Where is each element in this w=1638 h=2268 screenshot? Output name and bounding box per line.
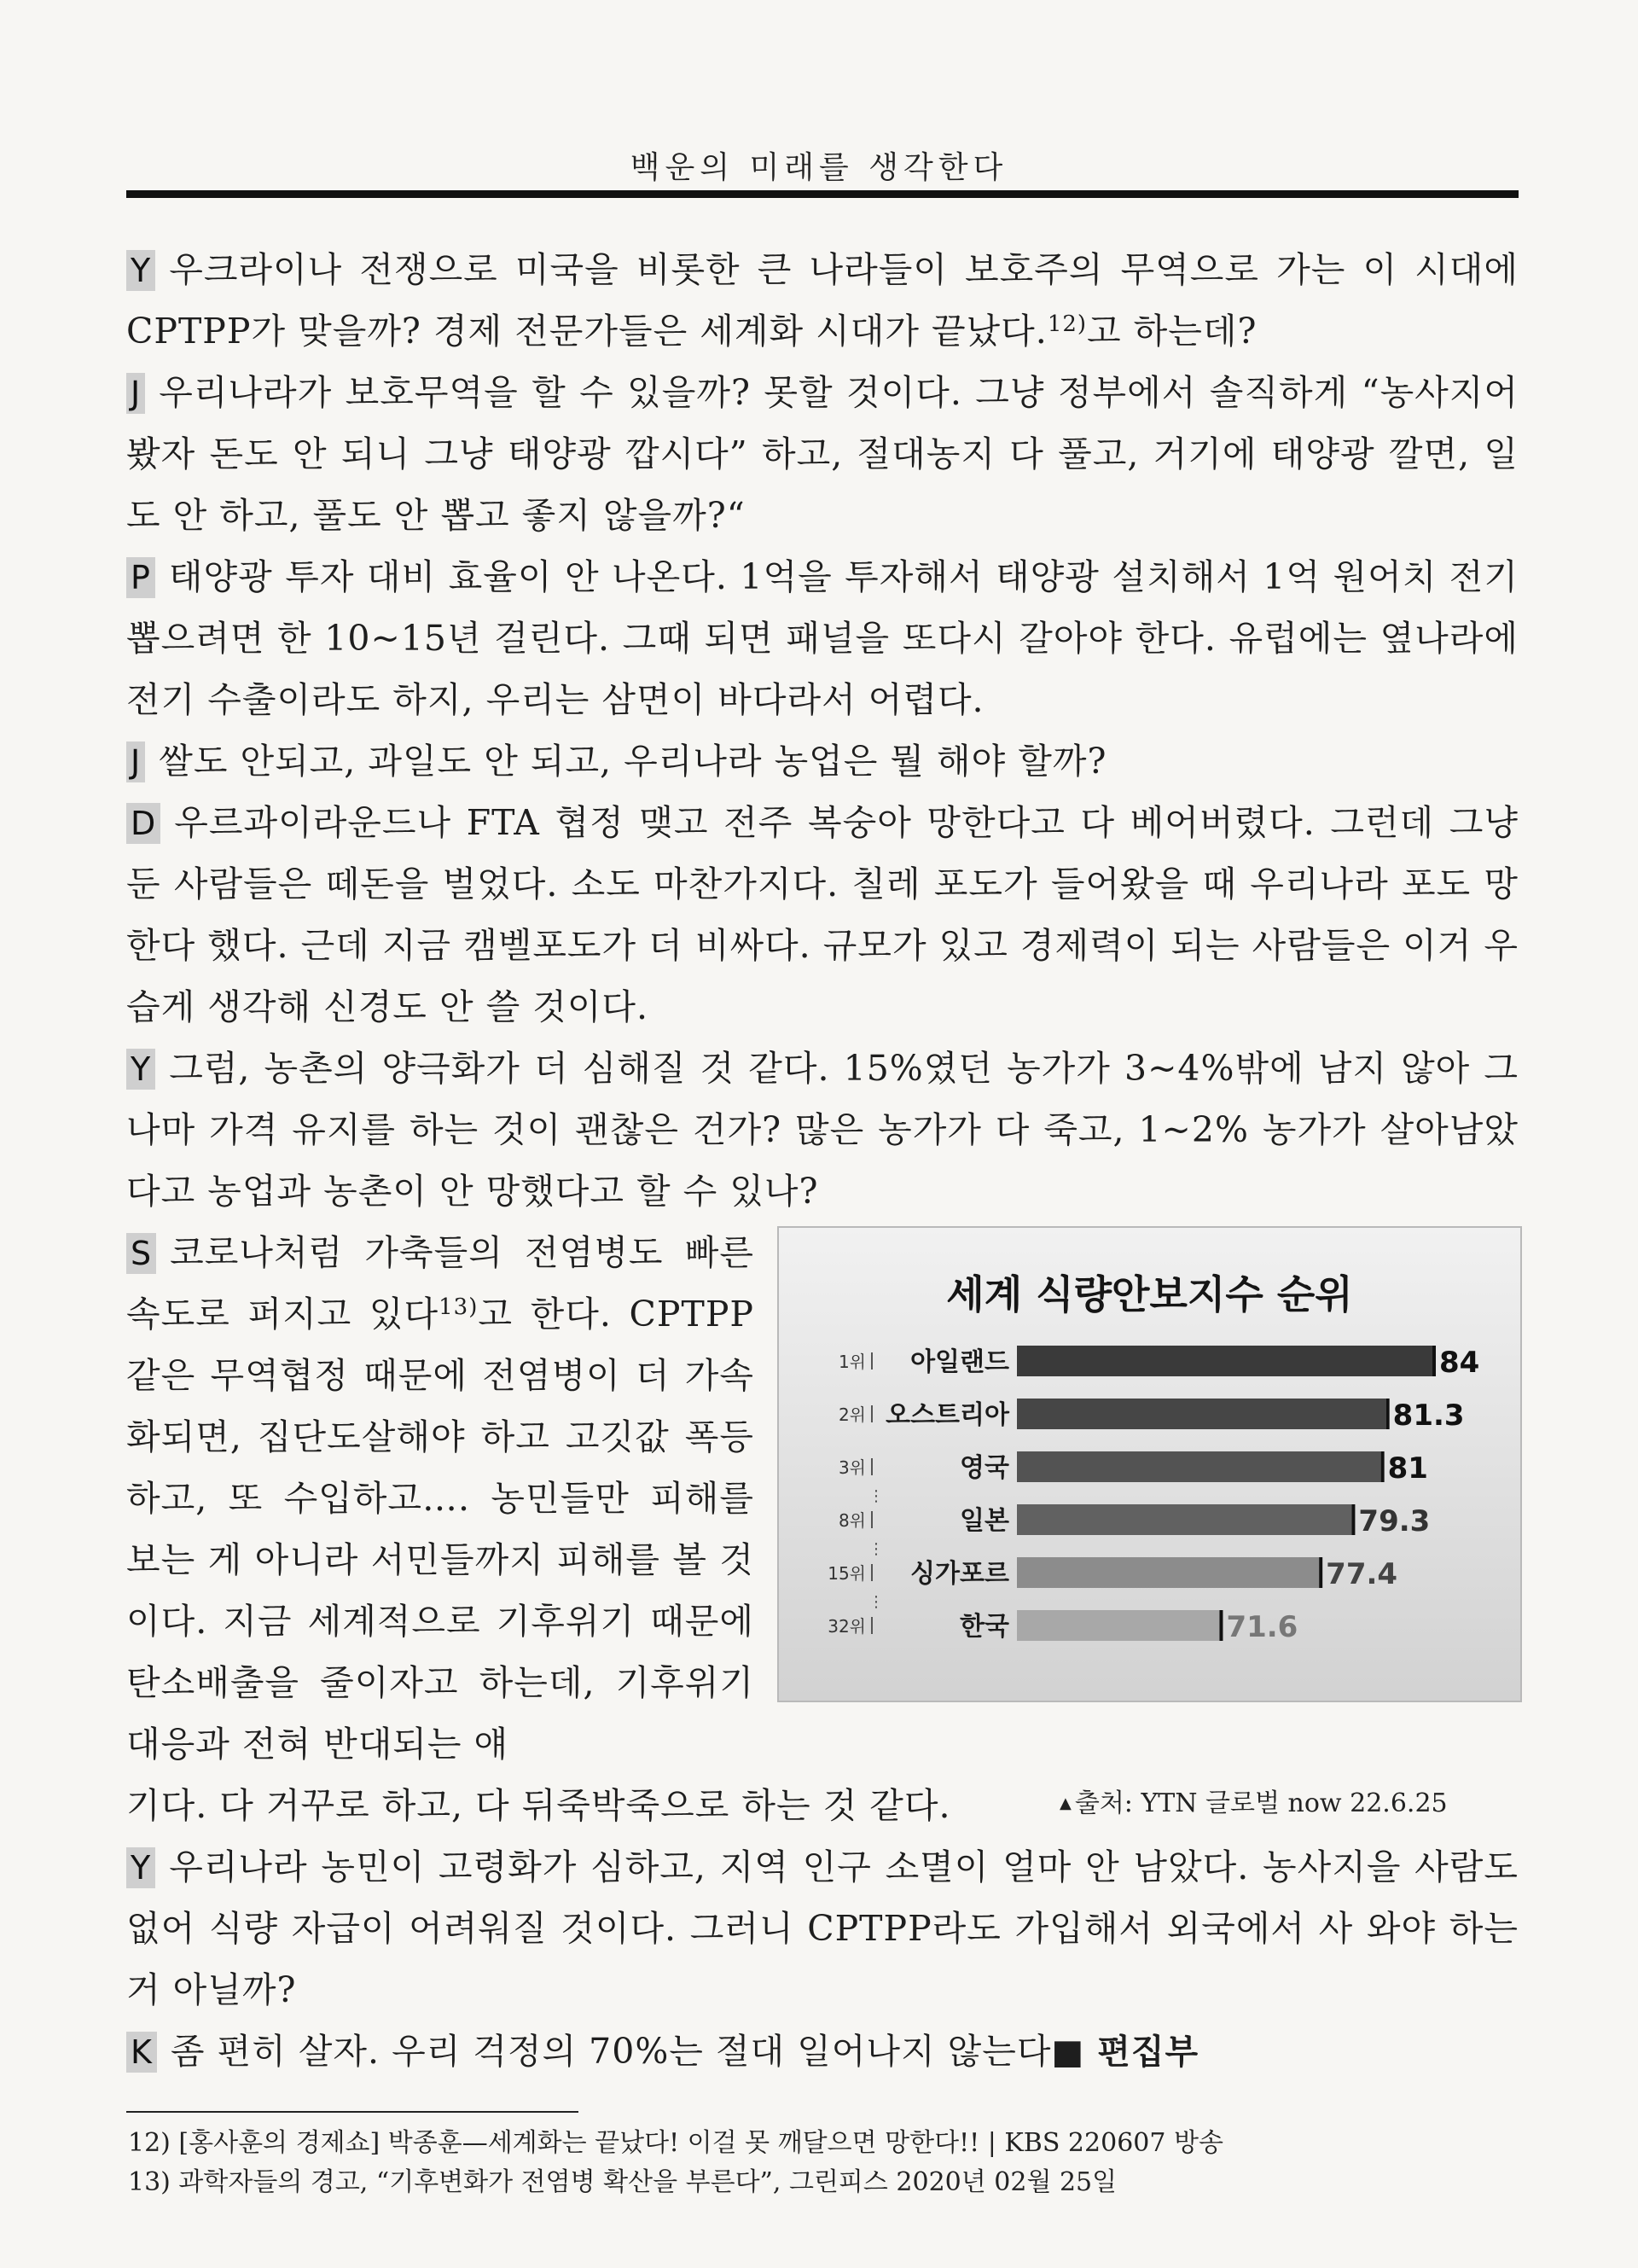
speaker-badge: J bbox=[126, 741, 145, 782]
rank-label: 8위 bbox=[838, 1510, 866, 1531]
speaker-badge: D bbox=[126, 803, 160, 844]
value-label: 84 bbox=[1439, 1346, 1480, 1380]
rank-separator bbox=[871, 1458, 873, 1475]
paragraph-j-1 bbox=[126, 362, 1519, 546]
gap-mark: ⋮ bbox=[868, 1593, 884, 1611]
speaker-badge: Y bbox=[126, 1049, 155, 1090]
bar bbox=[1017, 1346, 1432, 1376]
category-label: 오스트리아 bbox=[886, 1400, 1009, 1430]
footnote-ref-12[interactable]: 12) bbox=[1047, 311, 1088, 337]
category-label: 일본 bbox=[960, 1506, 1009, 1536]
speaker-badge: S bbox=[126, 1233, 156, 1274]
paragraph-y-2 bbox=[126, 1038, 1519, 1222]
bar-end-tick bbox=[1351, 1504, 1355, 1535]
bar bbox=[1017, 1610, 1219, 1641]
bar bbox=[1017, 1399, 1386, 1429]
paragraph-d-1 bbox=[126, 792, 1519, 1038]
category-label: 싱가포르 bbox=[910, 1559, 1009, 1589]
figure-caption bbox=[1060, 1787, 1448, 1821]
footnote-ref-13[interactable]: 13) bbox=[439, 1294, 479, 1320]
rank-label: 2위 bbox=[838, 1404, 866, 1425]
paragraph-s-tail: 기다. 다 거꾸로 하고, 다 뒤죽박죽으로 하는 것 같다. bbox=[126, 1785, 951, 1826]
paragraph-y-1 bbox=[126, 239, 1519, 362]
bar bbox=[1017, 1451, 1381, 1482]
signoff: ■ 편집부 bbox=[1051, 2032, 1199, 2072]
category-label: 한국 bbox=[960, 1612, 1009, 1642]
paragraph-text: 우크라이나 전쟁으로 미국을 비롯한 큰 나라들이 보호주의 무역으로 가는 이 시대에 CPTPP가 맞을까? 경제 전문가들은 세계화 시대가 끝났다. bbox=[126, 249, 1519, 352]
paragraph-text-cont: 고 한다. CPTPP 같은 무역협정 때문에 전염병이 더 가속화되면, 집단도살해야 하고 고깃값 폭등하고, 또 수입하고…. 농민들만 피해를 보는 게 아니라 서민들까지 피해를 볼 것이다. 지금 세계적으로 기후위기 때문에 탄소배출을 줄이자고 하는데, 기후위기 대응과 전혀 반대되는 얘 bbox=[126, 1294, 754, 1765]
chart-plot bbox=[779, 1228, 1520, 1701]
paragraph-text-cont: 고 하는데? bbox=[1087, 311, 1258, 352]
paragraph-s-1 bbox=[126, 1222, 754, 1775]
value-label: 77.4 bbox=[1326, 1557, 1398, 1591]
chart-title: 세계 식량안보지수 순위 bbox=[946, 1271, 1353, 1317]
category-label: 아일랜드 bbox=[910, 1347, 1009, 1377]
rank-separator bbox=[871, 1405, 873, 1422]
rank-label: 15위 bbox=[828, 1563, 866, 1584]
running-header: 백운의 미래를 생각한다 bbox=[630, 150, 1008, 185]
paragraph-text: 그럼, 농촌의 양극화가 더 심해질 것 같다. 15%였던 농가가 3~4%밖에 남지 않아 그나마 가격 유지를 하는 것이 괜찮은 건가? 많은 농가가 다 죽고, 1~2% 농가가 살아남았다고 농업과 농촌이 안 망했다고 할 수 있나? bbox=[126, 1048, 1519, 1212]
speaker-badge: K bbox=[126, 2032, 157, 2073]
paragraph-text: 우리나라가 보호무역을 할 수 있을까? 못할 것이다. 그냥 정부에서 솔직하게 “농사지어봤자 돈도 안 되니 그냥 태양광 깝시다” 하고, 절대농지 다 풀고, 거기에 태양광 깔면, 일도 안 하고, 풀도 안 뽑고 좋지 않을까?“ bbox=[126, 372, 1519, 536]
paragraph-j-2 bbox=[126, 730, 1519, 792]
bar-end-tick bbox=[1386, 1399, 1390, 1429]
bar-end-tick bbox=[1381, 1451, 1385, 1482]
header-rule bbox=[126, 190, 1519, 198]
bar bbox=[1017, 1557, 1319, 1588]
bar-end-tick bbox=[1432, 1346, 1436, 1376]
rank-separator bbox=[871, 1511, 873, 1528]
value-label: 81.3 bbox=[1392, 1399, 1465, 1433]
speaker-badge: J bbox=[126, 373, 145, 414]
footnote-rule bbox=[126, 2111, 578, 2113]
value-label: 81 bbox=[1387, 1451, 1428, 1486]
bar-end-tick bbox=[1219, 1610, 1223, 1641]
food-security-chart bbox=[777, 1226, 1522, 1702]
gap-mark: ⋮ bbox=[868, 1487, 884, 1505]
paragraph-text: 좀 편히 살자. 우리 걱정의 70%는 절대 일어나지 않는다 bbox=[170, 2031, 1052, 2072]
paragraph-k-1 bbox=[126, 2021, 1519, 2083]
gap-mark: ⋮ bbox=[868, 1540, 884, 1558]
paragraph-text: 코로나처럼 가축들의 전염병도 빠른 속도로 퍼지고 있다 bbox=[126, 1232, 754, 1335]
value-label: 71.6 bbox=[1226, 1610, 1298, 1644]
paragraph-y-3 bbox=[126, 1836, 1519, 2021]
caption-text: 출처: YTN 글로벌 now 22.6.25 bbox=[1074, 1788, 1448, 1818]
bar-end-tick bbox=[1319, 1557, 1322, 1588]
speaker-badge: Y bbox=[126, 250, 155, 291]
caption-marker: ▲ bbox=[1060, 1794, 1072, 1812]
paragraph-p-1 bbox=[126, 546, 1519, 730]
paragraph-text: 우르과이라운드나 FTA 협정 맺고 전주 복숭아 망한다고 다 베어버렸다. 그런데 그냥 둔 사람들은 떼돈을 벌었다. 소도 마찬가지다. 칠레 포도가 들어왔을 때 우리나라 포도 망한다 했다. 근데 지금 캠벨포도가 더 비싸다. 규모가 있고 경제력이 되는 사람들은 이거 우습게 생각해 신경도 안 쓸 것이다. bbox=[126, 802, 1519, 1027]
paragraph-text: 태양광 투자 대비 효율이 안 나온다. 1억을 투자해서 태양광 설치해서 1억 원어치 전기 뽑으려면 한 10~15년 걸린다. 그때 되면 패널을 또다시 갈아야 한다. 유럽에는 옆나라에 전기 수출이라도 하지, 우리는 삼면이 바다라서 어렵다. bbox=[126, 556, 1519, 720]
footnote-13: 13) 과학자들의 경고, “기후변화가 전염병 확산을 부른다”, 그린피스 2020년 02월 25일 bbox=[128, 2167, 1118, 2197]
value-label: 79.3 bbox=[1358, 1504, 1431, 1538]
category-label: 영국 bbox=[960, 1453, 1009, 1483]
bar bbox=[1017, 1504, 1351, 1535]
paragraph-text: 쌀도 안되고, 과일도 안 되고, 우리나라 농업은 뭘 해야 할까? bbox=[159, 741, 1107, 782]
rank-label: 1위 bbox=[838, 1352, 866, 1372]
rank-label: 3위 bbox=[838, 1457, 866, 1478]
rank-separator bbox=[871, 1617, 873, 1634]
rank-separator bbox=[871, 1564, 873, 1581]
speaker-badge: Y bbox=[126, 1847, 155, 1888]
paragraph-text: 우리나라 농민이 고령화가 심하고, 지역 인구 소멸이 얼마 안 남았다. 농사지을 사람도 없어 식량 자급이 어려워질 것이다. 그러니 CPTPP라도 가입해서 외국에서 사 와야 하는 거 아닐까? bbox=[126, 1846, 1519, 2010]
footnote-12: 12) [홍사훈의 경제쇼] 박종훈—세계화는 끝났다! 이걸 못 깨달으면 망한다!! | KBS 220607 방송 bbox=[128, 2128, 1223, 2158]
speaker-badge: P bbox=[126, 557, 155, 598]
rank-label: 32위 bbox=[828, 1616, 866, 1637]
rank-separator bbox=[871, 1352, 873, 1370]
